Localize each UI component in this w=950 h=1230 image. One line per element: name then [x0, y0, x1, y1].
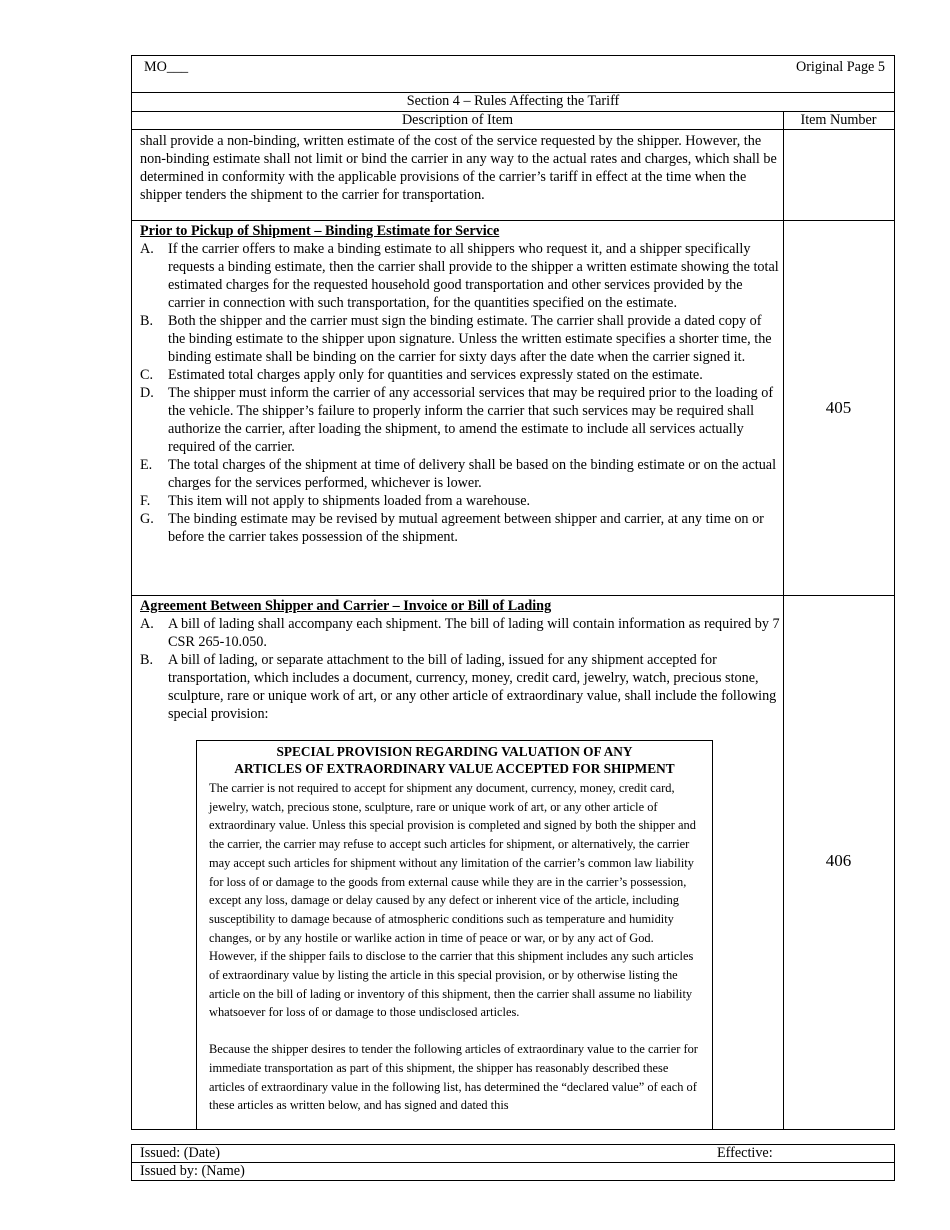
list-item: A. If the carrier offers to make a binding estimate to all shippers who request it, and a shipper specifically requests a binding estimate, then the carrier shall provide to the shipper a written estimate showing the total estimated charges for the requested household good transportation and other services provided by the carrier in connection with such transportation, for the quantities specified on the estimate.: [140, 241, 779, 311]
item-405-title: Prior to Pickup of Shipment – Binding Estimate for Service: [140, 223, 500, 239]
column-divider: [783, 130, 784, 1129]
col-item-number: Item Number: [800, 112, 877, 128]
list-item: B. Both the shipper and the carrier must sign the binding estimate. The carrier shall provide a dated copy of the binding estimate to the shipper upon signature. Unless the written estimate specifies a shorter time, the binding estimate shall be binding on the carrier for sixty days after the date when the carrier signed it.: [140, 313, 772, 365]
list-item: A. A bill of lading shall accompany each shipment. The bill of lading will contain information as required by 7 CSR 265-10.050.: [140, 616, 780, 650]
special-provision-box: [196, 740, 713, 1130]
section-title: Section 4 – Rules Affecting the Tariff: [131, 93, 895, 112]
col-description: Description of Item: [132, 112, 784, 129]
list-item: C. Estimated total charges apply only for quantities and services expressly stated on the estimate.: [140, 367, 703, 383]
special-provision-para-1: The carrier is not required to accept for shipment any document, currency, money, credit card, jewelry, watch, precious stone, sculpture, rare or unique work of art, or any other article of extraordinary value. Unless this special provision is completed and signed by both the shipper and the carrier, the carrier may refuse to accept such articles for shipment, or alternatively, the carrier may accept such articles for shipment without any limitation of the carrier’s common law liability for loss of or damage to the goods from external cause while they are in the carrier’s possession, except any loss, damage or delay caused by any defect or inherent vice of the article, including susceptibility to damage because of atmospheric conditions such as temperature and humidity changes, or by any hostile or warlike action in time of peace or war, or by any act of God. However, if the shipper fails to disclose to the carrier that this shipment includes any such articles of extraordinary value by listing the article in this special provision, or by otherwise listing the article on the bill of lading or inventory of this shipment, then the carrier shall assume no liability whatsoever for loss of or damage to those undisclosed articles.: [209, 781, 696, 1020]
item-405-content: [140, 222, 780, 546]
list-item: G. The binding estimate may be revised by mutual agreement between shipper and carrier, at any time on or before the carrier takes possession of the shipment.: [140, 511, 764, 545]
footer-issued-by-row: [131, 1162, 895, 1181]
page-label: Original Page 5: [795, 59, 885, 75]
list-item: E. The total charges of the shipment at time of delivery shall be based on the binding estimate or on the actual charges for the services performed, whichever is lower.: [140, 457, 777, 491]
item-number-406: 406: [825, 851, 852, 870]
row-divider: [132, 220, 894, 221]
special-provision-para-2: Because the shipper desires to tender the following articles of extraordinary value to the carrier for immediate transportation as part of this shipment, the shipper has reasonably described these articles of extraordinary value in the following list, has determined the “declared value” of each of these articles as written below, and has signed and dated this: [209, 1042, 698, 1113]
column-headers: [131, 112, 895, 130]
continued-paragraph: shall provide a non-binding, written estimate of the cost of the service requested by the shipper. However, the non-binding estimate shall not limit or bind the carrier in any way to the actual rates and charges, which shall be determined in conformity with the applicable provisions of the carrier’s tariff in effect at the time when the shipper tenders the shipment to the carrier for transportation.: [140, 133, 777, 203]
item-406-content: [140, 597, 780, 723]
issued-date: Issued: (Date): [140, 1145, 220, 1161]
item-405-list: [140, 240, 780, 546]
row-divider: [132, 595, 894, 596]
footer-issued-row: [131, 1144, 895, 1163]
special-provision-title: SPECIAL PROVISION REGARDING VALUATION OF ANY ARTICLES OF EXTRAORDINARY VALUE ACCEPTED FOR SHIPMENT: [234, 744, 675, 776]
effective-date: Effective:: [717, 1145, 773, 1161]
item-406-title: Agreement Between Shipper and Carrier – Invoice or Bill of Lading: [140, 598, 552, 614]
item-number-405: 405: [825, 398, 852, 417]
item-406-list: [140, 615, 780, 723]
issued-by: Issued by: (Name): [140, 1163, 245, 1179]
list-item: D. The shipper must inform the carrier of any accessorial services that may be required prior to the loading of the vehicle. The shipper’s failure to properly inform the carrier that such services may be required shall authorize the carrier, after loading the shipment, to amend the estimate to include all services actually required of the carrier.: [140, 385, 774, 455]
list-item: F. This item will not apply to shipments loaded from a warehouse.: [140, 493, 531, 509]
state-code: MO___: [144, 59, 189, 75]
list-item: B. A bill of lading, or separate attachment to the bill of lading, issued for any shipment accepted for transportation, which includes a document, currency, money, credit card, jewelry, watch, precious stone, sculpture, rare or unique work of art, or any other article of extraordinary value, shall include the following special provision:: [140, 652, 777, 722]
page-header: [131, 55, 895, 93]
special-provision-text: [197, 777, 712, 1115]
